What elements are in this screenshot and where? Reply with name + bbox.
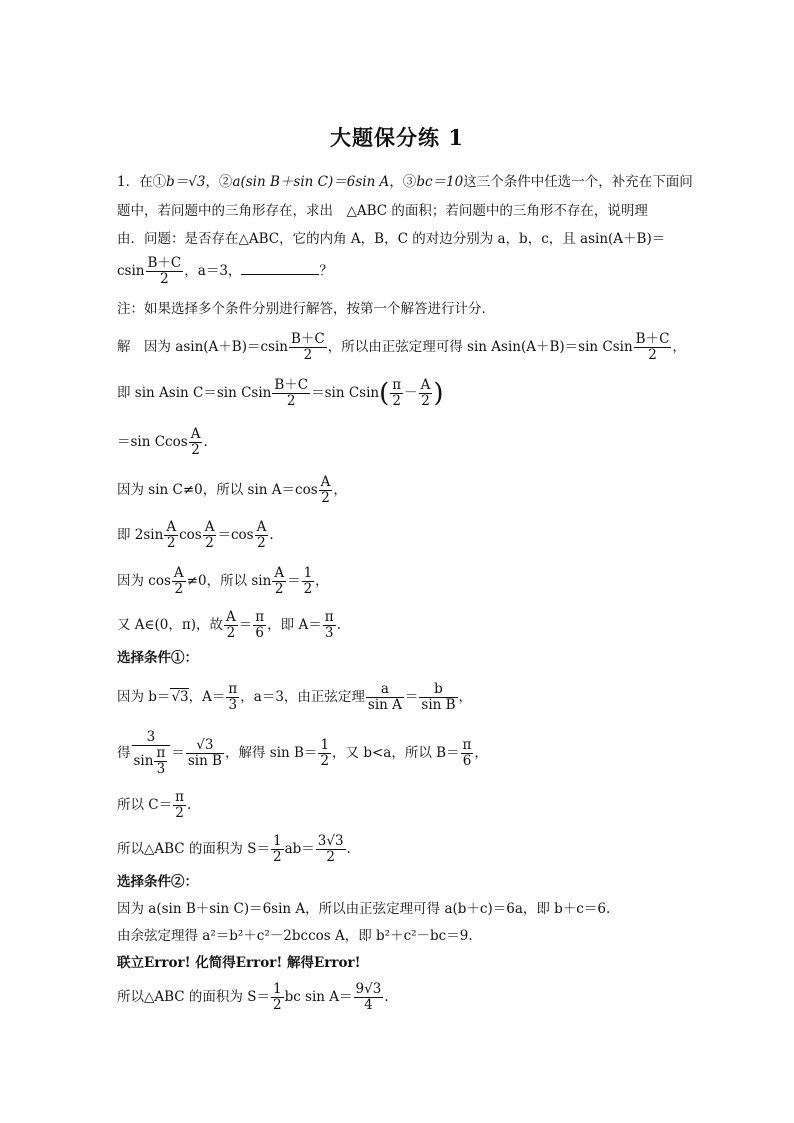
numerator: π xyxy=(156,745,166,761)
fraction xyxy=(318,738,331,769)
numerator: π xyxy=(228,681,238,697)
text: ，即 A＝ xyxy=(267,617,322,633)
fraction xyxy=(461,738,474,769)
denominator: 2 xyxy=(326,849,335,865)
text: bc sin A＝ xyxy=(284,989,353,1005)
denominator: 2 xyxy=(648,347,657,363)
text: ， xyxy=(315,573,329,589)
denominator: 6 xyxy=(255,625,265,641)
denominator: 2 xyxy=(303,581,313,597)
numerator: A xyxy=(173,565,184,581)
solution-line-3 xyxy=(117,427,208,458)
numerator: 1 xyxy=(303,565,313,581)
denominator: 2 xyxy=(272,849,282,865)
numerator: A xyxy=(190,426,201,442)
answer-blank xyxy=(241,260,319,275)
text: ，A＝ xyxy=(188,689,226,705)
text: ？ xyxy=(319,263,333,279)
numerator: A xyxy=(420,377,431,393)
numerator: 1 xyxy=(272,981,282,997)
numerator: A xyxy=(166,519,177,535)
text: 因为 cos xyxy=(117,573,171,589)
denominator: 2 xyxy=(321,490,330,506)
text: 所以△ABC 的面积为 S＝ xyxy=(117,989,270,1005)
text: ＝ xyxy=(404,689,419,705)
solution-line-7 xyxy=(117,610,341,641)
solution-line-4 xyxy=(117,475,347,506)
fraction xyxy=(189,427,203,458)
denominator: sin B xyxy=(421,697,456,713)
fraction xyxy=(132,730,171,777)
condition-3: bc＝10 xyxy=(416,174,464,190)
text: 即 2sin xyxy=(117,527,164,543)
case-1-line-3 xyxy=(117,790,191,821)
fraction xyxy=(289,332,327,363)
text: . xyxy=(203,434,208,450)
fraction xyxy=(186,738,224,769)
sqrt-3: √3 xyxy=(171,689,189,705)
denominator: sin A xyxy=(367,697,402,713)
case-2-line-2: 由余弦定理得 a²＝b²＋c²－2bccos A，即 b²＋c²－bc＝9. xyxy=(117,928,473,944)
denominator: 2 xyxy=(421,393,430,409)
fraction xyxy=(354,982,384,1013)
case-2-line-1: 因为 a(sin B＋sin C)＝6sin A，所以由正弦定理可得 a(b＋c)＝6a，即 b＋c＝6. xyxy=(117,901,611,917)
denominator: 2 xyxy=(226,625,236,641)
denominator: 2 xyxy=(160,271,169,287)
numerator: a xyxy=(366,682,404,698)
text: ＝ xyxy=(238,617,253,633)
text: 即 sin Asin C＝sin Csin xyxy=(117,385,272,401)
numerator: A xyxy=(274,565,285,581)
text: ＝cos xyxy=(217,527,254,543)
fraction xyxy=(224,610,238,641)
solution-line-6 xyxy=(117,566,329,597)
denominator: 2 xyxy=(205,535,214,551)
fraction xyxy=(316,834,346,865)
denominator: 6 xyxy=(462,753,472,769)
text: . xyxy=(187,797,192,813)
numerator: 3√3 xyxy=(317,833,344,849)
text: ，解得 sin B＝ xyxy=(224,745,318,761)
text: 1．在① xyxy=(117,174,167,190)
fraction xyxy=(253,610,266,641)
problem-line-1 xyxy=(117,172,693,192)
fraction xyxy=(271,982,284,1013)
fraction xyxy=(419,378,433,409)
fraction xyxy=(634,332,672,363)
denominator: 2 xyxy=(191,442,200,458)
denominator: 2 xyxy=(274,581,284,597)
denominator: 2 xyxy=(257,535,266,551)
text: ，所以由正弦定理可得 sin Asin(A＋B)＝sin Csin xyxy=(327,339,633,355)
solution-line-1 xyxy=(117,332,686,363)
fraction xyxy=(419,682,457,713)
text: ，又 b<a，所以 B＝ xyxy=(332,745,460,761)
denominator: 2 xyxy=(175,805,184,821)
denominator: 3 xyxy=(324,625,334,641)
numerator: π xyxy=(462,737,472,753)
fraction xyxy=(319,475,333,506)
numerator: B＋C xyxy=(635,331,670,347)
denominator: 2 xyxy=(272,997,282,1013)
text: ， xyxy=(474,745,488,761)
numerator: 1 xyxy=(320,737,330,753)
case-2-line-4 xyxy=(117,982,389,1013)
text: 因为 sin C≠0，所以 sin A＝cos xyxy=(117,482,318,498)
numerator: π xyxy=(255,609,265,625)
numerator: B＋C xyxy=(291,331,325,347)
denominator: 4 xyxy=(364,997,373,1013)
fraction xyxy=(271,834,284,865)
numerator: A xyxy=(320,474,331,490)
text: ab＝ xyxy=(284,841,315,857)
fraction xyxy=(173,790,186,821)
case-1-line-4 xyxy=(117,834,351,865)
fraction xyxy=(172,566,186,597)
numerator: π xyxy=(324,609,334,625)
problem-line-4 xyxy=(117,256,333,287)
fraction xyxy=(203,520,217,551)
denominator: 2 xyxy=(174,581,184,597)
text: 解 因为 asin(A＋B)＝csin xyxy=(117,339,288,355)
numerator: B＋C xyxy=(274,377,309,393)
numerator: √3 xyxy=(186,738,224,754)
numerator: A xyxy=(256,519,267,535)
problem-line-2: 题中，若问题中的三角形存在，求出 △ABC 的面积；若问题中的三角形不存在，说明理 xyxy=(117,203,648,219)
problem-line-3: 由．问题：是否存在△ABC，它的内角 A，B，C 的对边分别为 a，b，c，且 asin(A＋B)＝ xyxy=(117,231,666,247)
condition-2: a(sin B＋sin C)＝6sin A xyxy=(232,174,390,190)
text: cos xyxy=(179,527,202,543)
text: ，③ xyxy=(389,174,417,190)
fraction xyxy=(154,746,167,777)
text: 所以 C＝ xyxy=(117,797,173,813)
numerator: 3 xyxy=(132,730,171,746)
text: sin xyxy=(133,753,154,769)
case-1-line-2 xyxy=(117,730,488,777)
page-title: 大题保分练 1 xyxy=(330,125,464,150)
note: 注：如果选择多个条件分别进行解答，按第一个解答进行计分． xyxy=(117,301,495,317)
fraction xyxy=(272,566,286,597)
fraction xyxy=(302,566,315,597)
case-1-heading: 选择条件①： xyxy=(117,650,198,666)
case-2-line-3: 联立Error! 化简得Error! 解得Error! xyxy=(117,955,361,971)
numerator: 1 xyxy=(272,833,282,849)
numerator: π xyxy=(175,789,184,805)
text: ＝ xyxy=(287,573,301,589)
numerator: π xyxy=(392,377,402,393)
text: ，a＝3，由正弦定理 xyxy=(240,689,365,705)
text: ， xyxy=(458,689,473,705)
text: 又 A∈(0，π)，故 xyxy=(117,617,224,633)
denominator: 2 xyxy=(320,753,330,769)
fraction xyxy=(323,610,336,641)
condition-1: b＝√3 xyxy=(166,174,206,190)
fraction xyxy=(146,256,184,287)
denominator: 2 xyxy=(166,535,176,551)
solution-line-5 xyxy=(117,520,274,551)
text: ＝sin Csin xyxy=(311,385,380,401)
fraction xyxy=(366,682,404,713)
fraction xyxy=(226,682,239,713)
text: ＝sin Ccos xyxy=(117,434,188,450)
denominator: 3 xyxy=(156,761,166,777)
numerator: A xyxy=(204,519,215,535)
text: csin xyxy=(117,263,145,279)
text: 这三个条件中任选一个，补充在下面问 xyxy=(463,174,693,190)
numerator: 9√3 xyxy=(355,981,382,997)
numerator: b xyxy=(419,682,457,698)
fraction xyxy=(164,520,178,551)
text: ＝ xyxy=(171,745,185,761)
text: ≠0，所以 sin xyxy=(186,573,272,589)
case-2-heading: 选择条件②： xyxy=(117,874,198,890)
text: . xyxy=(384,989,389,1005)
text: . xyxy=(336,617,341,633)
text: ， xyxy=(333,482,347,498)
text: ， xyxy=(672,339,686,355)
denominator xyxy=(132,746,171,777)
fraction xyxy=(255,520,269,551)
text: 因为 b＝ xyxy=(117,689,171,705)
text: . xyxy=(346,841,351,857)
denominator: 2 xyxy=(303,347,313,363)
denominator: sin B xyxy=(187,753,222,769)
denominator: 3 xyxy=(228,697,238,713)
fraction xyxy=(272,378,310,409)
text: . xyxy=(269,527,274,543)
denominator: 2 xyxy=(392,393,401,409)
fraction xyxy=(390,378,403,409)
case-1-line-1 xyxy=(117,682,472,713)
text: 所以△ABC 的面积为 S＝ xyxy=(117,841,270,857)
text: ，② xyxy=(205,174,233,190)
text: 得 xyxy=(117,745,131,761)
numerator: A xyxy=(226,609,236,625)
numerator: B＋C xyxy=(147,255,182,271)
text: ，a＝3， xyxy=(184,263,242,279)
solution-line-2: 即 sin Asin C＝sin Csin $\frac{B+C}{2}$ ＝sin Csin( $\frac{\pi}{2}$ － $\frac{A}{2}$ ) xyxy=(117,377,444,409)
denominator: 2 xyxy=(286,393,296,409)
